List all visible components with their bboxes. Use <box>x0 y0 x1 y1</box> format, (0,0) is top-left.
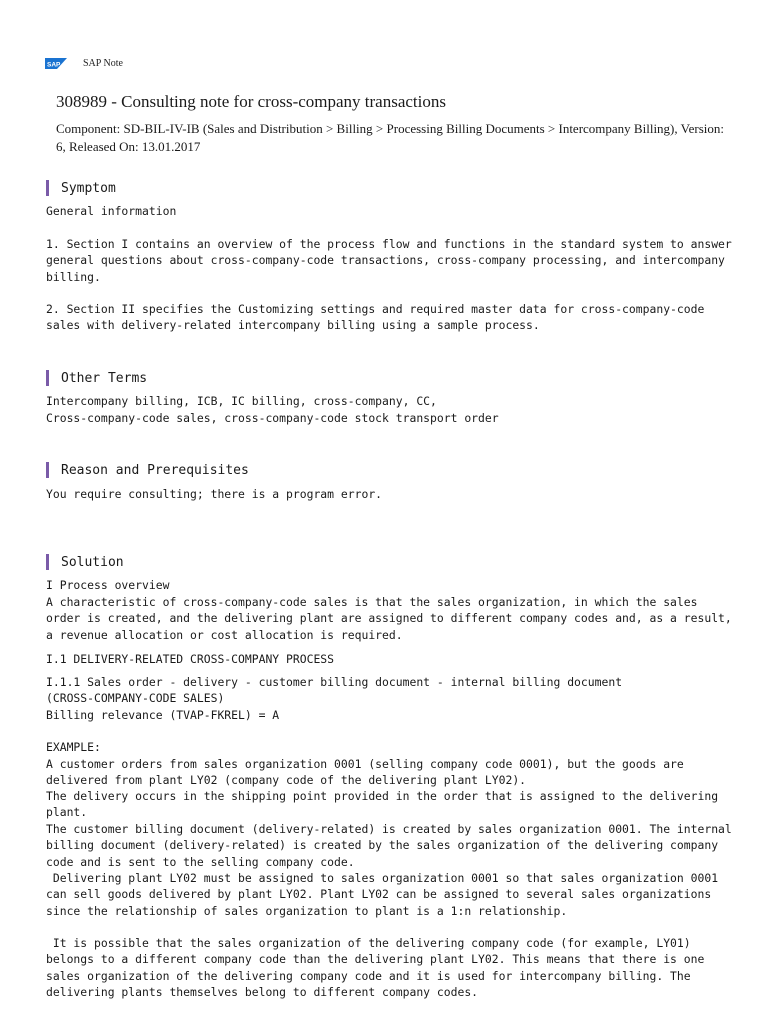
other-terms-line-2: Cross-company-code sales, cross-company-code stock transport order <box>46 411 499 425</box>
symptom-heading <box>46 179 116 197</box>
note-component-info: Component: SD-BIL-IV-IB (Sales and Distribution > Billing > Processing Billing Documents > Intercompany Billing), Version: 6, Released On: 13.01.2017 <box>56 121 724 154</box>
solution-heading <box>46 553 124 571</box>
section-accent-bar <box>46 554 49 570</box>
solution-subsection-1-title: I.1 DELIVERY-RELATED CROSS-COMPANY PROCESS <box>46 652 335 666</box>
reason-heading-label: Reason and Prerequisites <box>61 462 249 478</box>
solution-overview-title: I Process overview <box>46 578 170 592</box>
symptom-heading-label: Symptom <box>61 180 116 196</box>
example-paragraph-4: Delivering plant LY02 must be assigned to sales organization 0001 so that sales organization 0001 can sell goods delivered by plant LY02. Plant LY02 can be assigned to several sales organizations since the relationship of sales organization to plant is a 1:n relationship. <box>46 871 725 918</box>
solution-subsection-11-line-3: Billing relevance (TVAP-FKREL) = A <box>46 708 280 722</box>
symptom-paragraph-1: 1. Section I contains an overview of the process flow and functions in the standard system to answer general questions about cross-company-code transactions, cross-company processing, and intercompany billing. <box>46 237 739 284</box>
example-paragraph-1: A customer orders from sales organization 0001 (selling company code 0001), but the goods are delivered from plant LY02 (company code of the delivering plant LY02). <box>46 757 691 788</box>
symptom-paragraph-2: 2. Section II specifies the Customizing settings and required master data for cross-company-code sales with delivery-related intercompany billing using a sample process. <box>46 302 712 333</box>
solution-overview-text: A characteristic of cross-company-code sales is that the sales organization, in which the sales order is created, and the delivering plant are assigned to different company codes and, as a result, a revenue allocation or cost allocation is required. <box>46 595 739 642</box>
reason-heading <box>46 461 249 479</box>
note-header <box>45 56 123 70</box>
solution-subsection-11-line-2: (CROSS-COMPANY-CODE SALES) <box>46 691 225 705</box>
section-accent-bar <box>46 370 49 386</box>
header-label: SAP Note <box>83 57 123 69</box>
other-terms-heading-label: Other Terms <box>61 370 148 386</box>
symptom-general: General information <box>46 204 177 218</box>
example-label: EXAMPLE: <box>46 740 101 754</box>
section-accent-bar <box>46 462 49 478</box>
note-title: 308989 - Consulting note for cross-company transactions <box>56 92 446 111</box>
reason-text: You require consulting; there is a program error. <box>46 487 383 501</box>
sap-logo-text: SAP <box>47 60 61 68</box>
other-terms-line-1: Intercompany billing, ICB, IC billing, cross-company, CC, <box>46 394 437 408</box>
solution-heading-label: Solution <box>61 554 124 570</box>
solution-subsection-11-line-1: I.1.1 Sales order - delivery - customer billing document - internal billing document <box>46 675 623 689</box>
example-paragraph-5: It is possible that the sales organization of the delivering company code (for example, LY01) belongs to a different company code than the delivering plant LY02. This means that there is one sales organization of the delivering company code and it is used for intercompany billing. The delivering plants themselves belong to different company codes. <box>46 936 712 1000</box>
other-terms-heading <box>46 369 147 387</box>
sap-logo-icon <box>45 58 67 69</box>
example-paragraph-3: The customer billing document (delivery-related) is created by sales organization 0001. The internal billing document (delivery-related) is created by the sales organization of the delivering company code and is sent to the selling company code. <box>46 822 739 869</box>
example-paragraph-2: The delivery occurs in the shipping point provided in the order that is assigned to the delivering plant. <box>46 789 725 820</box>
section-accent-bar <box>46 180 49 196</box>
